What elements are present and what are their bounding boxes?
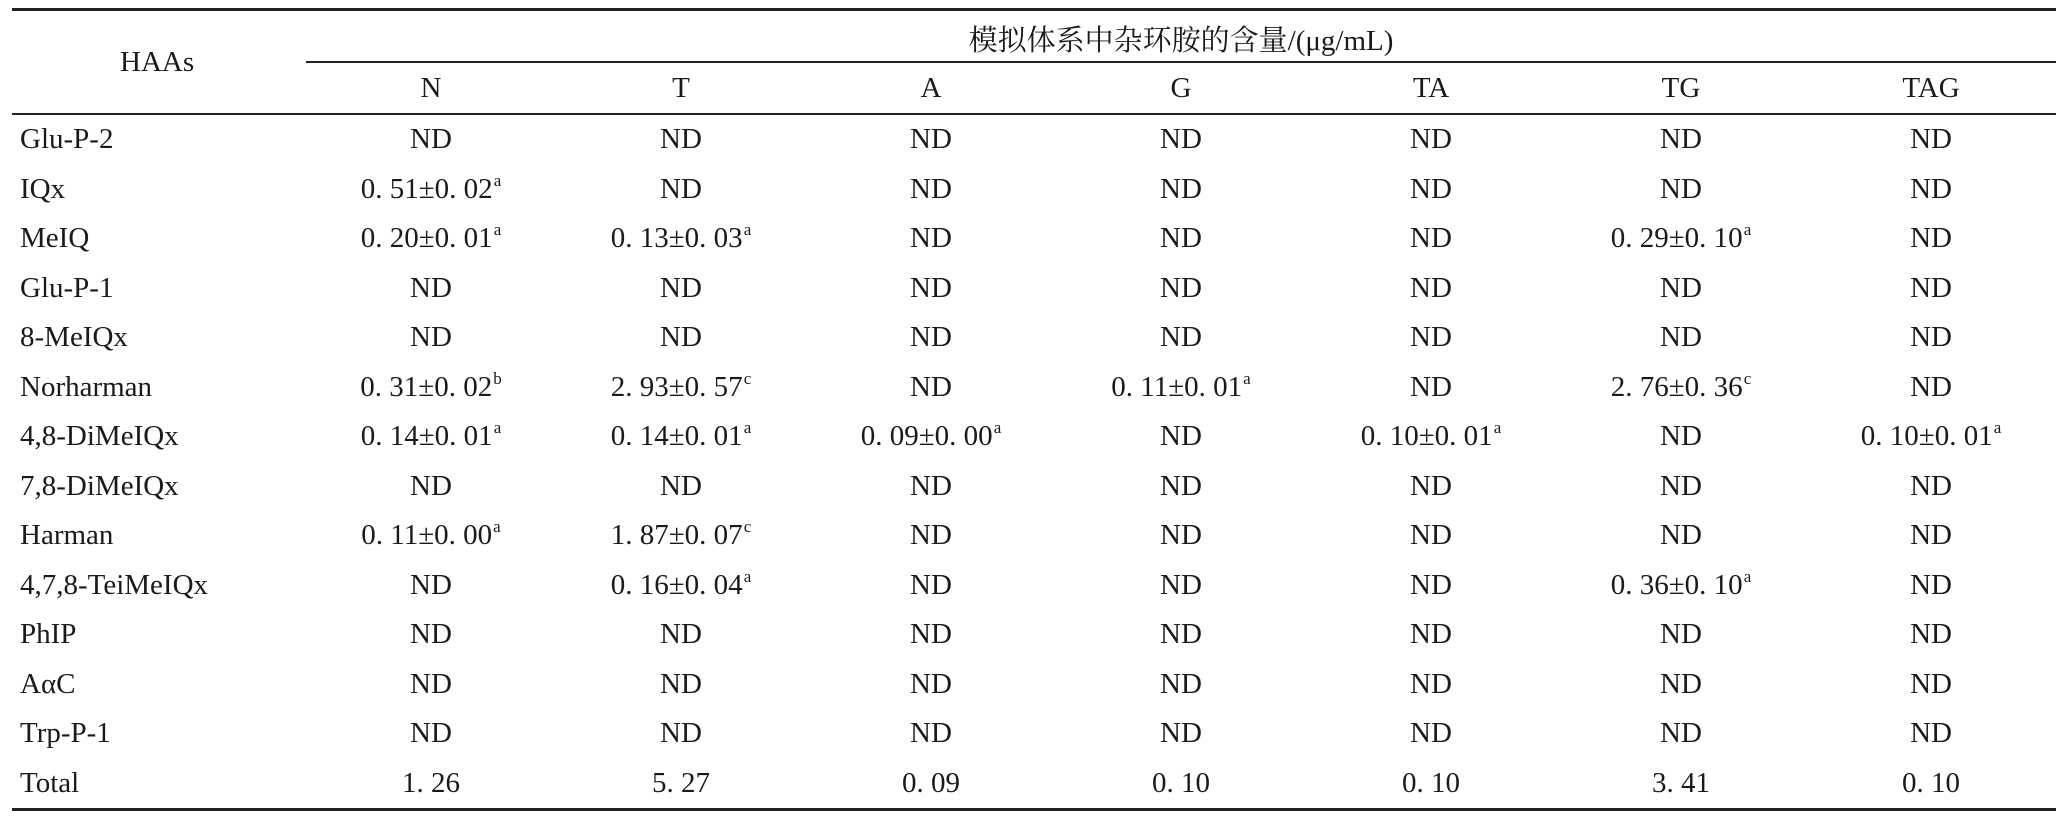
column-header-n: N (306, 62, 556, 114)
value-cell (556, 709, 806, 759)
table-row (12, 759, 2056, 810)
significance-letter: a (1493, 418, 1502, 438)
cell-value: 0. 29±0. 10 (1610, 222, 1743, 255)
value-cell (806, 412, 1056, 462)
value-cell (306, 412, 556, 462)
cell-value: 0. 16±0. 04 (610, 568, 743, 601)
value-cell (556, 114, 806, 165)
value-cell (1806, 363, 2056, 413)
row-name-cell: Glu-P-1 (20, 271, 114, 304)
value-cell (1306, 165, 1556, 215)
value-cell (806, 462, 1056, 512)
significance-letter: a (493, 418, 502, 438)
significance-letter: a (493, 517, 501, 537)
cell-value: ND (1910, 321, 1952, 354)
cell-value: ND (1410, 172, 1452, 205)
row-name-cell: PhIP (20, 618, 77, 651)
cell-value: ND (1410, 271, 1452, 304)
value-cell (1556, 759, 1806, 810)
cell-value: 0. 14±0. 01 (360, 420, 493, 453)
cell-value: ND (1160, 519, 1202, 552)
cell-value: ND (660, 667, 702, 700)
value-cell (556, 412, 806, 462)
value-cell (1306, 214, 1556, 264)
row-name-cell: 4,7,8-TeiMeIQx (20, 568, 209, 601)
value-cell (1306, 264, 1556, 314)
value-cell (306, 264, 556, 314)
value-cell (556, 363, 806, 413)
value-cell (1556, 610, 1806, 660)
cell-value: ND (1160, 469, 1202, 502)
cell-value: ND (1160, 321, 1202, 354)
value-cell (1806, 214, 2056, 264)
table-row (12, 313, 2056, 363)
value-cell (1056, 363, 1306, 413)
value-cell (306, 709, 556, 759)
cell-value: ND (1160, 667, 1202, 700)
row-name-cell: Trp-P-1 (20, 717, 111, 750)
cell-value: ND (1410, 469, 1452, 502)
significance-letter: a (743, 220, 752, 240)
cell-value: ND (910, 519, 952, 552)
value-cell (306, 610, 556, 660)
value-cell (556, 759, 806, 810)
value-cell (306, 363, 556, 413)
value-cell (1056, 114, 1306, 165)
value-cell (1806, 114, 2056, 165)
cell-value: 0. 20±0. 01 (360, 222, 493, 255)
cell-value: ND (1160, 222, 1202, 255)
value-cell (806, 313, 1056, 363)
cell-value: ND (1410, 618, 1452, 651)
row-name-cell: AαC (20, 667, 76, 700)
cell-value: 0. 09±0. 00 (860, 420, 993, 453)
value-cell (1306, 412, 1556, 462)
value-cell (306, 313, 556, 363)
value-cell (806, 759, 1056, 810)
cell-value: ND (910, 667, 952, 700)
cell-value: 0. 36±0. 10 (1610, 568, 1743, 601)
value-cell (556, 214, 806, 264)
cell-value: ND (1660, 469, 1702, 502)
column-header-g: G (1056, 62, 1306, 114)
table-row (12, 610, 2056, 660)
value-cell (1556, 313, 1806, 363)
cell-value: ND (1410, 667, 1452, 700)
cell-value: ND (910, 123, 952, 156)
value-cell (1056, 561, 1306, 611)
significance-letter: a (743, 418, 752, 438)
value-cell (1556, 165, 1806, 215)
cell-value: ND (1910, 469, 1952, 502)
cell-value: 0. 51±0. 02 (360, 172, 493, 205)
cell-value: 0. 11±0. 00 (361, 519, 493, 552)
value-cell (1056, 313, 1306, 363)
value-cell (806, 264, 1056, 314)
table-row (12, 363, 2056, 413)
cell-value: 0. 10 (1902, 766, 1961, 799)
value-cell (556, 660, 806, 710)
value-cell (1056, 264, 1306, 314)
row-name-cell: MeIQ (20, 222, 90, 255)
value-cell (306, 114, 556, 165)
cell-value: ND (660, 172, 702, 205)
cell-value: ND (1660, 271, 1702, 304)
value-cell (806, 214, 1056, 264)
row-name-cell: 8-MeIQx (20, 321, 128, 354)
cell-value: 5. 27 (652, 766, 710, 799)
value-cell (1556, 462, 1806, 512)
value-cell (1056, 412, 1306, 462)
cell-value: ND (660, 321, 702, 354)
row-name-cell: Total (12, 759, 306, 810)
significance-letter: a (1743, 220, 1752, 240)
cell-value: ND (910, 568, 952, 601)
cell-value: ND (660, 618, 702, 651)
value-cell (1806, 165, 2056, 215)
cell-value: ND (1910, 370, 1952, 403)
cell-value: ND (1160, 717, 1202, 750)
cell-value: 0. 10±0. 01 (1860, 420, 1993, 453)
significance-letter: c (743, 517, 752, 537)
cell-value: ND (910, 717, 952, 750)
cell-value: ND (910, 321, 952, 354)
haas-content-table (12, 8, 2056, 811)
value-cell (1306, 363, 1556, 413)
value-cell (1806, 511, 2056, 561)
cell-value: 1. 87±0. 07 (610, 519, 743, 552)
value-cell (306, 561, 556, 611)
significance-letter: a (993, 418, 1002, 438)
table-row (12, 660, 2056, 710)
value-cell (1556, 363, 1806, 413)
value-cell (1306, 462, 1556, 512)
value-cell (1556, 511, 1806, 561)
cell-value: ND (410, 321, 452, 354)
value-cell (1806, 610, 2056, 660)
cell-value: 2. 93±0. 57 (610, 370, 743, 403)
cell-value: ND (1660, 172, 1702, 205)
cell-value: 0. 10±0. 01 (1360, 420, 1493, 453)
cell-value: ND (1660, 618, 1702, 651)
value-cell (1306, 313, 1556, 363)
value-cell (806, 561, 1056, 611)
cell-value: ND (910, 172, 952, 205)
cell-value: ND (1410, 222, 1452, 255)
row-name-cell: 4,8-DiMeIQx (20, 420, 179, 453)
cell-value: ND (660, 271, 702, 304)
cell-value: ND (1910, 667, 1952, 700)
cell-value: ND (1910, 172, 1952, 205)
group-header-content: 模拟体系中杂环胺的含量/(μg/mL) (306, 10, 2056, 63)
value-cell (1806, 561, 2056, 611)
column-header-tg: TG (1556, 62, 1806, 114)
value-cell (556, 610, 806, 660)
value-cell (806, 165, 1056, 215)
value-cell (1806, 660, 2056, 710)
cell-value: ND (1660, 420, 1702, 453)
cell-value: ND (1910, 618, 1952, 651)
cell-value: 1. 26 (402, 766, 460, 799)
cell-value: ND (1660, 321, 1702, 354)
cell-value: ND (1410, 568, 1452, 601)
header-row-group (12, 10, 2056, 63)
value-cell (1056, 610, 1306, 660)
cell-value: ND (910, 618, 952, 651)
value-cell (1056, 165, 1306, 215)
significance-letter: a (1993, 418, 2002, 438)
cell-value: ND (410, 568, 452, 601)
value-cell (306, 511, 556, 561)
value-cell (1306, 660, 1556, 710)
table-row (12, 114, 2056, 165)
header-row-columns (12, 62, 2056, 114)
cell-value: ND (1410, 717, 1452, 750)
cell-value: ND (1160, 420, 1202, 453)
cell-value: ND (1160, 271, 1202, 304)
cell-value: ND (410, 271, 452, 304)
value-cell (806, 660, 1056, 710)
table-row (12, 412, 2056, 462)
table-row (12, 561, 2056, 611)
cell-value: ND (1910, 271, 1952, 304)
cell-value: ND (1160, 123, 1202, 156)
cell-value: ND (410, 123, 452, 156)
cell-value: ND (1660, 519, 1702, 552)
significance-letter: b (493, 368, 502, 388)
cell-value: ND (910, 222, 952, 255)
value-cell (556, 561, 806, 611)
value-cell (1306, 759, 1556, 810)
cell-value: ND (1910, 222, 1952, 255)
value-cell (1556, 214, 1806, 264)
cell-value: ND (1910, 717, 1952, 750)
value-cell (1306, 610, 1556, 660)
cell-value: ND (1160, 618, 1202, 651)
value-cell (1806, 709, 2056, 759)
cell-value: ND (1660, 667, 1702, 700)
value-cell (306, 462, 556, 512)
value-cell (556, 462, 806, 512)
table-row (12, 165, 2056, 215)
value-cell (1306, 114, 1556, 165)
value-cell (1056, 462, 1306, 512)
cell-value: ND (1910, 519, 1952, 552)
cell-value: ND (660, 123, 702, 156)
value-cell (806, 610, 1056, 660)
value-cell (306, 759, 556, 810)
value-cell (1556, 561, 1806, 611)
row-name-cell: Norharman (20, 370, 153, 403)
cell-value: ND (1410, 370, 1452, 403)
value-cell (1806, 412, 2056, 462)
cell-value: ND (410, 469, 452, 502)
cell-value: 0. 09 (902, 766, 960, 799)
value-cell (1556, 412, 1806, 462)
value-cell (306, 165, 556, 215)
value-cell (1556, 114, 1806, 165)
table-row (12, 709, 2056, 759)
value-cell (1556, 264, 1806, 314)
cell-value: 0. 10 (1152, 766, 1210, 799)
table-body (12, 114, 2056, 810)
cell-value: ND (1160, 172, 1202, 205)
cell-value: ND (410, 618, 452, 651)
significance-letter: c (743, 368, 752, 388)
table-row (12, 462, 2056, 512)
cell-value: ND (910, 370, 952, 403)
value-cell (1056, 511, 1306, 561)
value-cell (306, 214, 556, 264)
column-header-a: A (806, 62, 1056, 114)
table-row (12, 511, 2056, 561)
cell-value: ND (1410, 321, 1452, 354)
cell-value: ND (1410, 123, 1452, 156)
value-cell (1556, 709, 1806, 759)
significance-letter: a (1743, 566, 1752, 586)
value-cell (556, 165, 806, 215)
cell-value: ND (910, 469, 952, 502)
cell-value: ND (660, 717, 702, 750)
cell-value: 3. 41 (1652, 766, 1710, 799)
cell-value: 0. 14±0. 01 (610, 420, 743, 453)
significance-letter: a (1243, 368, 1251, 388)
row-header-haas: HAAs (12, 10, 306, 115)
value-cell (556, 313, 806, 363)
value-cell (1806, 264, 2056, 314)
cell-value: 0. 13±0. 03 (610, 222, 743, 255)
value-cell (1806, 759, 2056, 810)
value-cell (806, 511, 1056, 561)
cell-value: ND (1660, 717, 1702, 750)
value-cell (556, 511, 806, 561)
value-cell (1056, 759, 1306, 810)
significance-letter: a (743, 566, 752, 586)
value-cell (1056, 214, 1306, 264)
cell-value: ND (910, 271, 952, 304)
cell-value: 0. 10 (1402, 766, 1460, 799)
significance-letter: c (1743, 368, 1752, 388)
cell-value: ND (1910, 568, 1952, 601)
row-name-cell: Harman (20, 519, 114, 552)
table-row (12, 214, 2056, 264)
value-cell (806, 709, 1056, 759)
cell-value: 2. 76±0. 36 (1610, 370, 1743, 403)
column-header-tag: TAG (1806, 62, 2056, 114)
significance-letter: a (493, 220, 502, 240)
cell-value: 0. 31±0. 02 (360, 370, 493, 403)
table-row (12, 264, 2056, 314)
cell-value: ND (1160, 568, 1202, 601)
cell-value: ND (1660, 123, 1702, 156)
value-cell (1306, 561, 1556, 611)
cell-value: ND (1410, 519, 1452, 552)
value-cell (1556, 660, 1806, 710)
value-cell (306, 660, 556, 710)
significance-letter: a (493, 170, 502, 190)
cell-value: ND (1910, 123, 1952, 156)
row-name-cell: 7,8-DiMeIQx (20, 469, 179, 502)
value-cell (1306, 709, 1556, 759)
value-cell (806, 363, 1056, 413)
cell-value: ND (410, 667, 452, 700)
column-header-t: T (556, 62, 806, 114)
row-name-cell: Glu-P-2 (20, 123, 114, 156)
value-cell (1056, 660, 1306, 710)
value-cell (1306, 511, 1556, 561)
cell-value: ND (660, 469, 702, 502)
value-cell (1806, 313, 2056, 363)
cell-value: 0. 11±0. 01 (1111, 370, 1243, 403)
value-cell (1806, 462, 2056, 512)
value-cell (556, 264, 806, 314)
value-cell (806, 114, 1056, 165)
cell-value: ND (410, 717, 452, 750)
row-name-cell: IQx (20, 172, 66, 205)
value-cell (1056, 709, 1306, 759)
column-header-ta: TA (1306, 62, 1556, 114)
